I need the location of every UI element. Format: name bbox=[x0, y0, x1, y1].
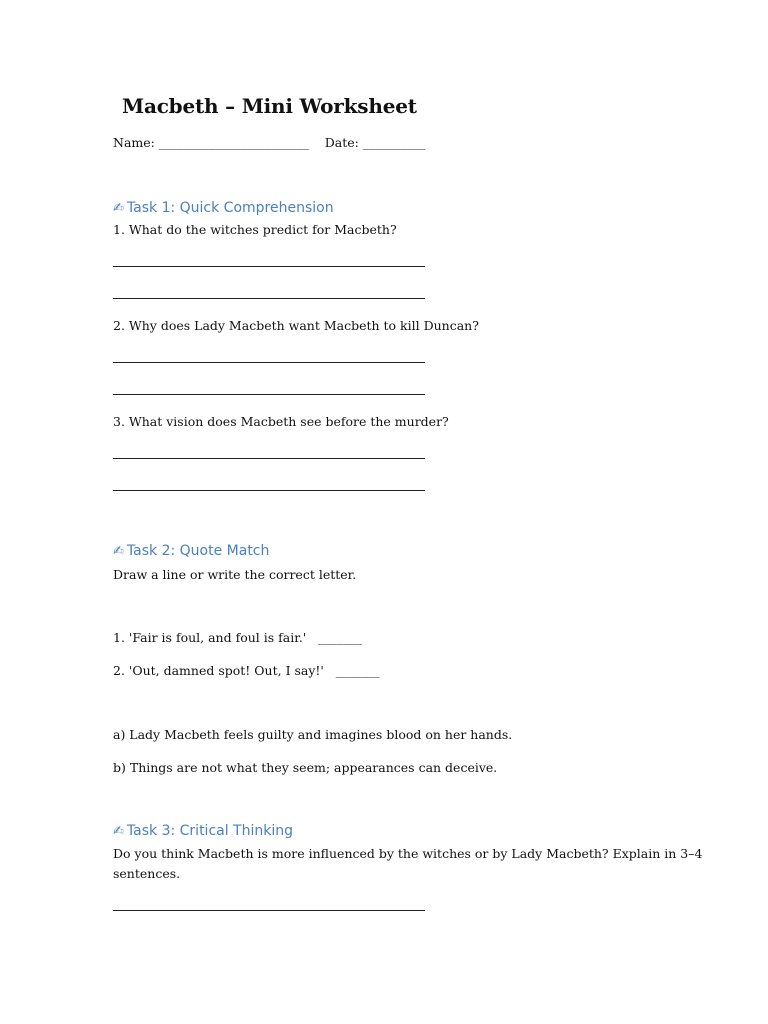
quote-text: 2. 'Out, damned spot! Out, I say!' bbox=[113, 663, 324, 678]
writing-hand-icon: ✍ bbox=[113, 201, 124, 216]
answer-option-a: a) Lady Macbeth feels guilty and imagines blood on her hands. bbox=[113, 727, 513, 742]
quote-answer-blank[interactable]: _______ bbox=[335, 663, 380, 678]
quote-answer-blank[interactable]: _______ bbox=[318, 630, 362, 645]
answer-option-b: b) Things are not what they seem; appearances can deceive. bbox=[113, 760, 498, 775]
task3-prompt-line-1: Do you think Macbeth is more influenced by the witches or by Lady Macbeth? Explain in 3–4 bbox=[113, 846, 703, 861]
quote-text: 1. 'Fair is foul, and foul is fair.' bbox=[113, 630, 307, 645]
task1-question-1: 1. What do the witches predict for Macbeth? bbox=[113, 222, 397, 237]
answer-line[interactable] bbox=[113, 298, 425, 299]
answer-line[interactable] bbox=[113, 362, 425, 363]
worksheet-title: Macbeth – Mini Worksheet bbox=[122, 94, 417, 118]
task1-heading-text: Task 1: Quick Comprehension bbox=[126, 200, 334, 216]
task1-question-3: 3. What vision does Macbeth see before the murder? bbox=[113, 414, 449, 429]
name-label: Name: bbox=[113, 135, 155, 150]
date-label: Date: bbox=[324, 135, 359, 150]
writing-hand-icon: ✍ bbox=[113, 544, 124, 559]
name-date-line bbox=[113, 135, 425, 150]
task1-heading bbox=[113, 200, 334, 216]
task2-heading bbox=[113, 543, 269, 559]
answer-line[interactable] bbox=[113, 394, 425, 395]
date-blank[interactable]: __________ bbox=[362, 135, 426, 150]
quote-item-2 bbox=[113, 663, 380, 678]
task1-question-2: 2. Why does Lady Macbeth want Macbeth to kill Duncan? bbox=[113, 318, 479, 333]
task3-heading-text: Task 3: Critical Thinking bbox=[126, 823, 294, 839]
answer-line[interactable] bbox=[113, 266, 425, 267]
answer-line[interactable] bbox=[113, 490, 425, 491]
answer-line[interactable] bbox=[113, 458, 425, 459]
name-blank[interactable]: ________________________ bbox=[158, 135, 309, 150]
task3-heading bbox=[113, 823, 293, 839]
task2-heading-text: Task 2: Quote Match bbox=[126, 543, 270, 559]
writing-hand-icon: ✍ bbox=[113, 824, 124, 839]
answer-line[interactable] bbox=[113, 910, 425, 911]
task2-instructions: Draw a line or write the correct letter. bbox=[113, 567, 357, 582]
task3-prompt-line-2: sentences. bbox=[113, 866, 181, 881]
quote-item-1 bbox=[113, 630, 362, 645]
